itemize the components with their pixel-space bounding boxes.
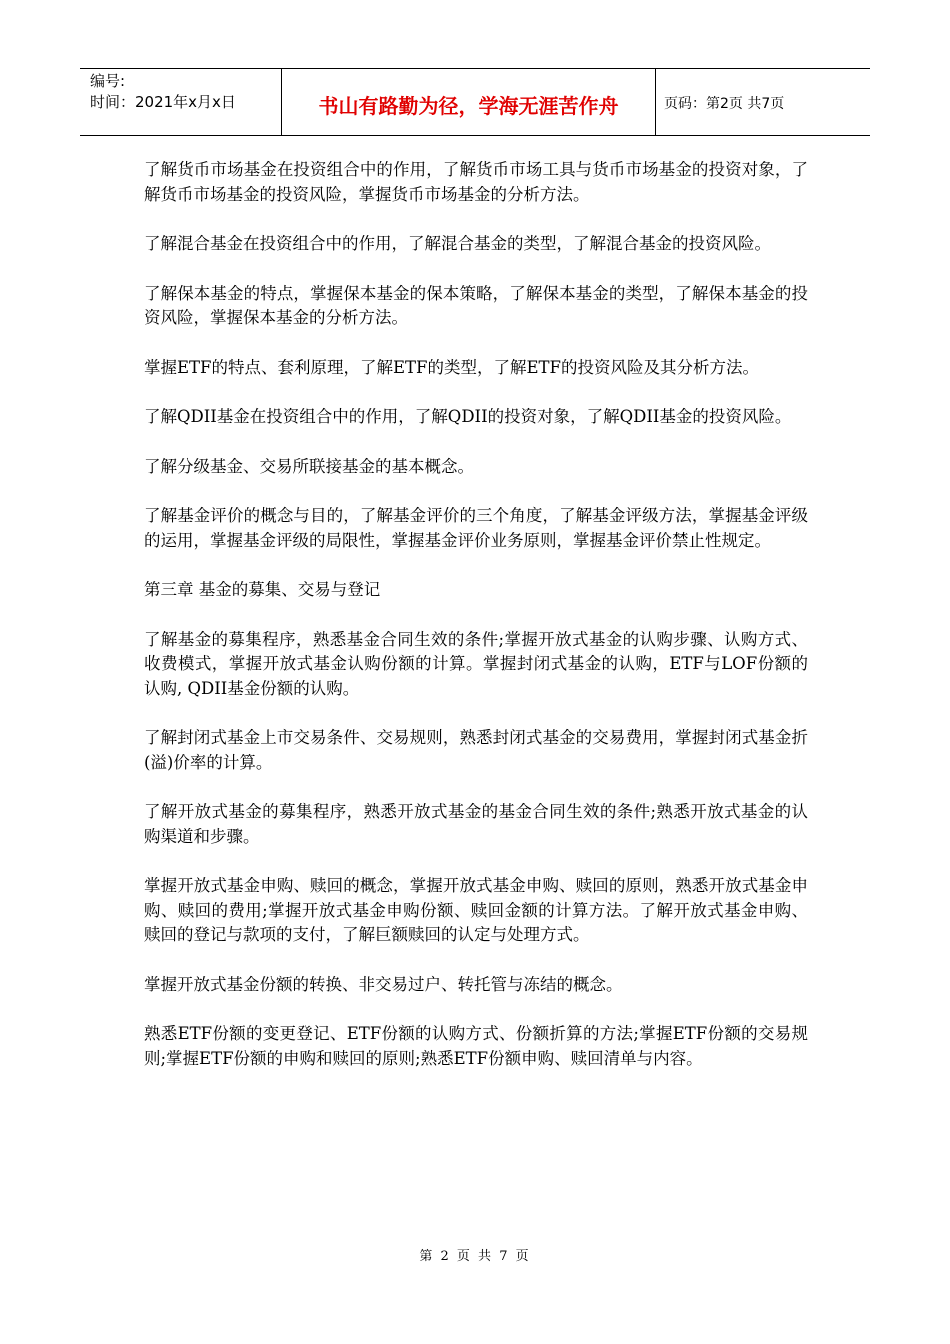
paragraph-etf-registration: 熟悉ETF份额的变更登记、ETF份额的认购方式、份额折算的方法;掌握ETF份额的交易规则;掌握ETF份额的申购和赎回的原则;熟悉ETF份额申购、赎回清单与内容。 — [144, 1024, 808, 1068]
document-time-label: 时间：2021年x月x日 — [90, 93, 236, 111]
chapter-heading: 第三章 基金的募集、交易与登记 — [144, 580, 381, 599]
paragraph-fund-raising: 了解基金的募集程序，熟悉基金合同生效的条件;掌握开放式基金的认购步骤、认购方式、收费模式，掌握开放式基金认购份额的计算。掌握封闭式基金的认购，ETF与LOF份额的认购, QDII基金份额的认购。 — [144, 629, 808, 698]
paragraph-qdii: 了解QDII基金在投资组合中的作用，了解QDII的投资对象，了解QDII基金的投资风险。 — [144, 407, 792, 426]
paragraph-money-market-fund: 了解货币市场基金在投资组合中的作用，了解货币市场工具与货币市场基金的投资对象，了解货币市场基金的投资风险，掌握货币市场基金的分析方法。 — [144, 160, 808, 204]
page-footer: 第 2 页 共 7 页 — [419, 1249, 531, 1264]
header-motto: 书山有路勤为径，学海无涯苦作舟 — [282, 69, 656, 135]
paragraph-share-conversion: 掌握开放式基金份额的转换、非交易过户、转托管与冻结的概念。 — [144, 974, 623, 994]
paragraph-fund-evaluation: 了解基金评价的概念与目的，了解基金评价的三个角度，了解基金评级方法，掌握基金评级的运用，掌握基金评级的局限性，掌握基金评价业务原则，掌握基金评价禁止性规定。 — [144, 506, 808, 550]
paragraph-structured-fund: 了解分级基金、交易所联接基金的基本概念。 — [144, 456, 474, 476]
paragraph-guaranteed-fund: 了解保本基金的特点，掌握保本基金的保本策略，了解保本基金的类型，了解保本基金的投资风险，掌握保本基金的分析方法。 — [144, 283, 808, 327]
paragraph-hybrid-fund: 了解混合基金在投资组合中的作用，了解混合基金的类型，了解混合基金的投资风险。 — [144, 234, 771, 253]
header-meta — [80, 69, 282, 135]
page-header — [80, 68, 870, 136]
paragraph-open-end-raising: 了解开放式基金的募集程序，熟悉开放式基金的基金合同生效的条件;熟悉开放式基金的认购渠道和步骤。 — [144, 802, 808, 846]
paragraph-subscription-redemption: 掌握开放式基金申购、赎回的概念，掌握开放式基金申购、赎回的原则，熟悉开放式基金申购、赎回的费用;掌握开放式基金申购份额、赎回金额的计算方法。了解开放式基金申购、赎回的登记与款项的支付，了解巨额赎回的认定与处理方式。 — [144, 876, 808, 944]
document-number-label: 编号: — [90, 72, 126, 90]
paragraph-closed-end-trading: 了解封闭式基金上市交易条件、交易规则，熟悉封闭式基金的交易费用，掌握封闭式基金折(溢)价率的计算。 — [144, 728, 808, 772]
header-page-info: 页码：第2页 共7页 — [664, 96, 785, 112]
document-body — [144, 158, 808, 1096]
paragraph-etf: 掌握ETF的特点、套利原理，了解ETF的类型，了解ETF的投资风险及其分析方法。 — [144, 357, 759, 377]
